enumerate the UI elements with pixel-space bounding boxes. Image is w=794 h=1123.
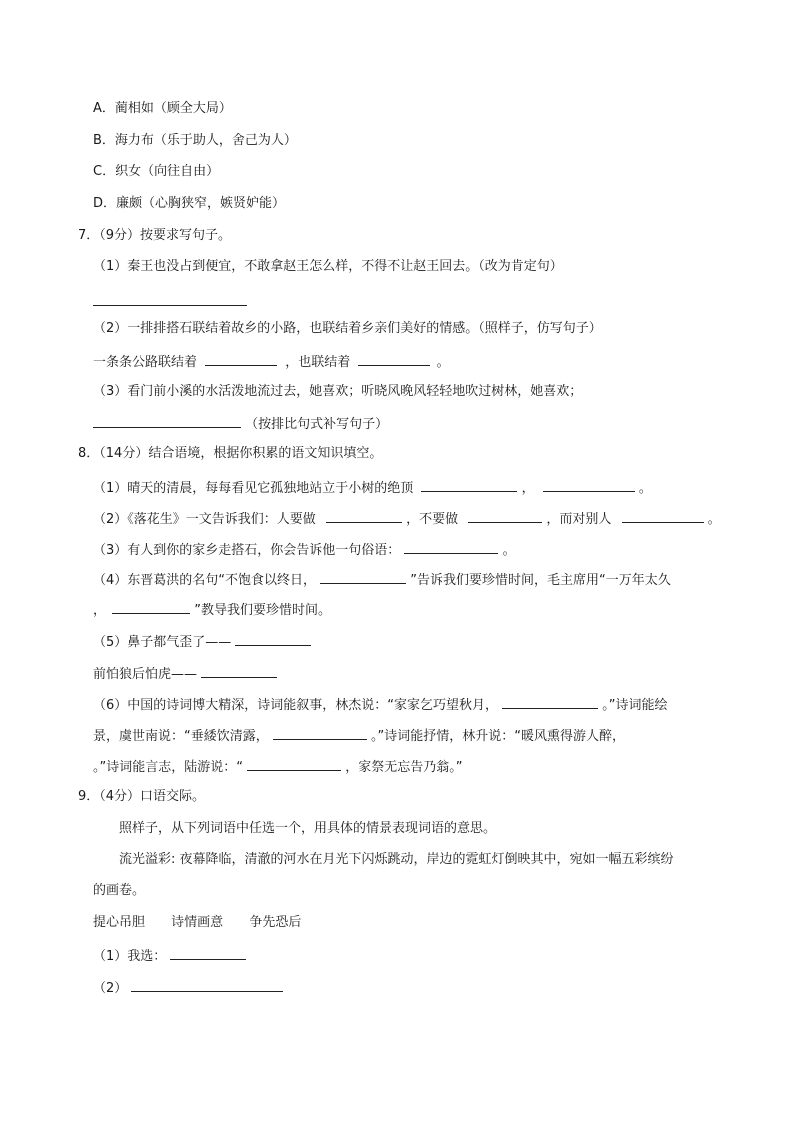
q8-s4-blank-2[interactable] bbox=[112, 600, 190, 614]
q9-word-1: 提心吊胆 bbox=[93, 915, 146, 930]
q7-s3-blank[interactable] bbox=[93, 414, 241, 428]
q8-s5b bbox=[93, 664, 277, 684]
q8-s2-text-b: ，不要做 bbox=[406, 512, 459, 527]
q8-s1-blank-1[interactable] bbox=[421, 478, 517, 492]
q9-word-2: 诗情画意 bbox=[171, 915, 224, 930]
q8-s6-text-b: 。”诗词能绘 bbox=[602, 698, 668, 713]
q8-s2-blank-1[interactable] bbox=[326, 509, 402, 523]
q7-s2-part-c: 。 bbox=[436, 355, 450, 370]
q8-s2-end: 。 bbox=[707, 512, 721, 527]
q8-s2-blank-3[interactable] bbox=[622, 509, 704, 523]
q7-s1: （1）秦王也没占到便宜，不敢拿赵王怎么样，不得不让赵王回去。（改为肯定句） bbox=[93, 259, 563, 274]
q9-intro: 照样子，从下列词语中任选一个，用具体的情景表现词语的意思。 bbox=[119, 821, 497, 836]
q8-s4-blank-1[interactable] bbox=[320, 570, 406, 584]
q8-s1 bbox=[93, 478, 652, 498]
q9-s1-text: （1）我选： bbox=[93, 949, 167, 964]
q8-s4-cont bbox=[93, 600, 331, 620]
q7-s2-blank-1[interactable] bbox=[205, 352, 277, 366]
q8-s3-end: 。 bbox=[502, 543, 516, 558]
q8-s6-line1 bbox=[93, 695, 668, 715]
q8-s2-text-c: ，而对别人 bbox=[546, 512, 612, 527]
q8-s6-line3 bbox=[93, 757, 463, 777]
q8-s5-text: （5）鼻子都气歪了—— bbox=[93, 635, 232, 650]
q9-word-3: 争先恐后 bbox=[249, 915, 302, 930]
q7-s3: （3）看门前小溪的水活泼地流过去，她喜欢；听晓风晚风轻轻地吹过树林，她喜欢； bbox=[93, 384, 583, 399]
q9-s2-text: （2） bbox=[93, 981, 128, 996]
q8-s6-blank-2[interactable] bbox=[273, 726, 367, 740]
q7-s2: （2）一排排搭石联结着故乡的小路，也联结着乡亲们美好的情感。（照样子，仿写句子） bbox=[93, 321, 602, 336]
q8-s6-line2 bbox=[93, 726, 625, 746]
option-c: C．织女（向往自由） bbox=[93, 164, 220, 179]
q9-example-line2: 的画卷。 bbox=[93, 883, 146, 898]
q8-s4 bbox=[93, 570, 671, 590]
q8-s1-blank-2[interactable] bbox=[543, 478, 635, 492]
q8-s6-blank-3[interactable] bbox=[247, 757, 341, 771]
q8-s3-text: （3）有人到你的家乡走搭石，你会告诉他一句俗语： bbox=[93, 543, 401, 558]
q8-s3 bbox=[93, 540, 516, 560]
q7-s1-answer-line[interactable] bbox=[93, 305, 247, 306]
q7-s2-template bbox=[93, 352, 450, 372]
q9-heading: 9．（4分）口语交际。 bbox=[78, 789, 206, 804]
q7-s3-note: （按排比句式补写句子） bbox=[245, 417, 389, 432]
q8-s5-blank-1[interactable] bbox=[235, 632, 311, 646]
q8-s5 bbox=[93, 632, 311, 652]
option-d: D．廉颇（心胸狭窄，嫉贤妒能） bbox=[93, 196, 286, 211]
q8-s6-text-e: 。”诗词能言志，陆游说：“ bbox=[93, 760, 243, 775]
q8-s2 bbox=[93, 509, 721, 529]
q9-example-line1: 流光溢彩: 夜幕降临，清澈的河水在月光下闪烁跳动，岸边的霓虹灯倒映其中，宛如一幅五彩缤纷 bbox=[119, 852, 674, 867]
q8-s4-text: （4）东晋葛洪的名句“不饱食以终日， bbox=[93, 573, 317, 588]
option-b: B．海力布（乐于助人，舍己为人） bbox=[93, 133, 297, 148]
q8-s5b-text: 前怕狼后怕虎—— bbox=[93, 667, 198, 682]
q8-s6-text-c: 景，虞世南说：“垂緌饮清露， bbox=[93, 729, 269, 744]
q8-heading: 8．（14分）结合语境，根据你积累的语文知识填空。 bbox=[78, 446, 383, 461]
q8-s4-end: ”教导我们要珍惜时间。 bbox=[194, 603, 332, 618]
q9-word-list bbox=[93, 914, 301, 932]
q7-s3-template bbox=[93, 414, 388, 434]
q9-s2 bbox=[93, 978, 283, 998]
q8-s2-text: （2）《落花生》一文告诉我们：人要做 bbox=[93, 512, 316, 527]
q9-s1 bbox=[93, 946, 246, 966]
q9-s2-blank[interactable] bbox=[131, 978, 283, 992]
option-a: A．蔺相如（顾全大局） bbox=[93, 101, 232, 116]
q8-s1-text: （1）晴天的清晨，每每看见它孤独地站立于小树的绝顶 bbox=[93, 481, 414, 496]
q9-s1-blank[interactable] bbox=[170, 946, 246, 960]
q8-s6-text-a: （6）中国的诗词博大精深，诗词能叙事，林杰说：“家家乞巧望秋月， bbox=[93, 698, 499, 713]
q8-s4-comma: ， bbox=[93, 603, 107, 618]
q8-s6-text-f: ，家祭无忘告乃翁。” bbox=[345, 760, 463, 775]
q7-s2-blank-2[interactable] bbox=[358, 352, 430, 366]
q7-s2-part-a: 一条条公路联结着 bbox=[93, 355, 198, 370]
q8-s5-blank-2[interactable] bbox=[201, 664, 277, 678]
q8-s4-text-b: ”告诉我们要珍惜时间，毛主席用“一万年太久 bbox=[410, 573, 671, 588]
q8-s1-comma: ， bbox=[521, 481, 535, 496]
q8-s2-blank-2[interactable] bbox=[468, 509, 542, 523]
q7-heading: 7．（9分）按要求写句子。 bbox=[78, 228, 232, 243]
q8-s3-blank[interactable] bbox=[404, 540, 498, 554]
q8-s6-blank-1[interactable] bbox=[502, 695, 598, 709]
q8-s6-text-d: 。”诗词能抒情，林升说：“暖风熏得游人醉， bbox=[371, 729, 626, 744]
q8-s1-end: 。 bbox=[638, 481, 652, 496]
q7-s2-part-b: ，也联结着 bbox=[285, 355, 351, 370]
